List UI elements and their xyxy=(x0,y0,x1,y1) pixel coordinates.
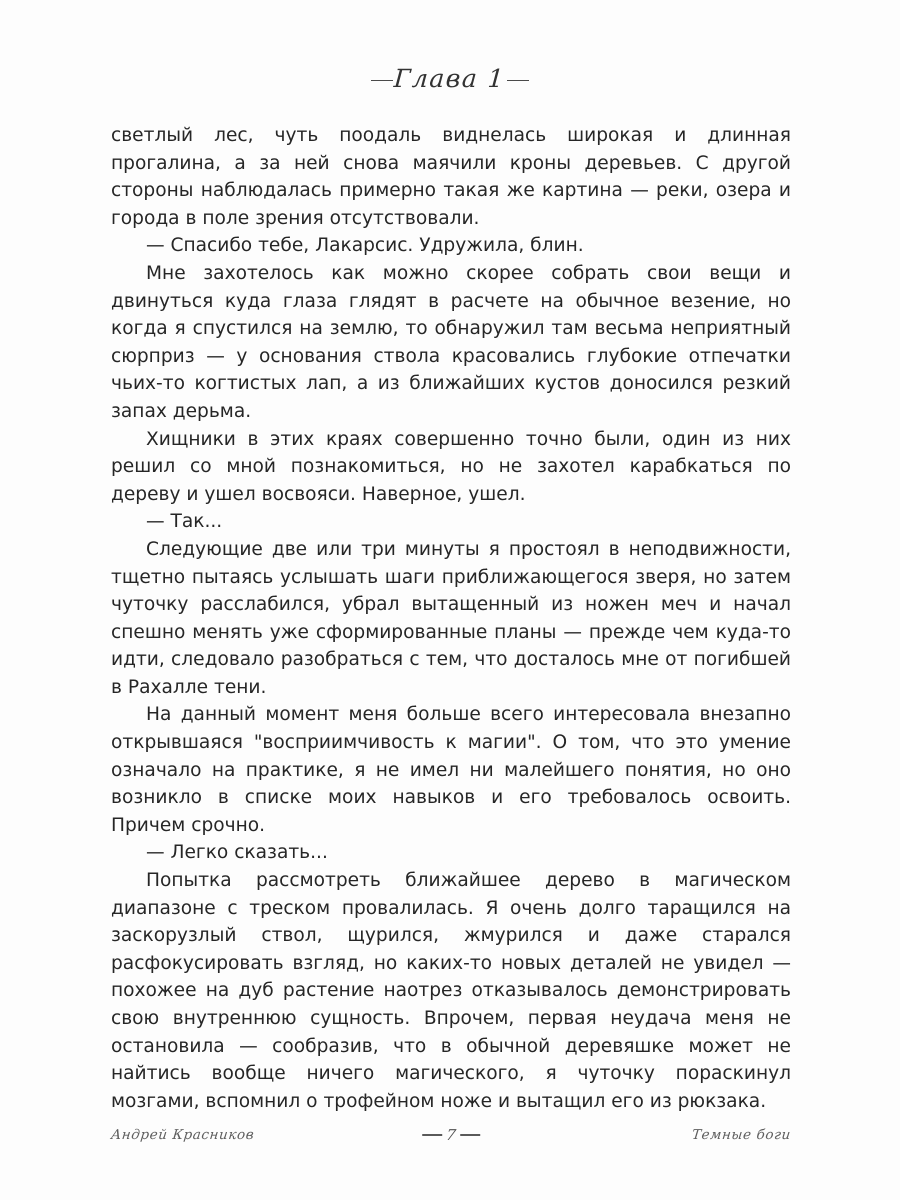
paragraph: Попытка рассмотреть ближайшее дерево в магическом диапазоне с треском провалилась. Я очень долго таращился на заскорузлый ствол, щурился, жмурился и даже старался расфокусировать взгляд, но каких-то новых деталей не увидел — похожее на дуб растение наотрез отказывалось демонстрировать свою внутреннюю сущность. Впрочем, первая неудача меня не остановила — сообразив, что в обычной деревяшке может не найтись вообще ничего магического, я чуточку пораскинул мозгами, вспомнил о трофейном ноже и вытащил его из рюкзака. xyxy=(111,870,791,1112)
folio-rule-left-icon xyxy=(422,1134,442,1135)
chapter-title-text: Глава 1 xyxy=(393,64,507,93)
page-number-folio xyxy=(422,1126,480,1144)
paragraph-dialogue: — Спасибо тебе, Лакарсис. Удружила, блин. xyxy=(146,235,584,257)
header-rule-right-icon xyxy=(507,80,529,81)
page-footer xyxy=(111,1122,791,1148)
footer-book-title: Темные боги xyxy=(691,1127,792,1143)
header-rule-left-icon xyxy=(371,80,393,81)
page-number-value: 7 xyxy=(444,1126,458,1144)
chapter-header xyxy=(0,66,900,91)
paragraph-dialogue: — Так... xyxy=(146,511,223,533)
paragraph: Следующие две или три минуты я простоял в неподвижности, тщетно пытаясь услышать шаги приближающегося зверя, но затем чуточку расслабился, убрал вытащенный из ножен меч и начал спешно менять уже сформированные планы — прежде чем куда-то идти, следовало разобраться с тем, что досталось мне от погибшей в Рахалле тени. xyxy=(111,538,791,698)
body-text-block xyxy=(111,122,791,1115)
paragraph: светлый лес, чуть поодаль виднелась широкая и длинная прогалина, а за ней снова маячили кроны деревьев. С другой стороны наблюдалась примерно такая же картина — реки, озера и города в поле зрения отсутствовали. xyxy=(111,125,791,229)
paragraph-dialogue: — Легко сказать... xyxy=(146,842,328,864)
chapter-heading xyxy=(370,66,529,91)
folio-rule-right-icon xyxy=(460,1134,480,1135)
paragraph: Мне захотелось как можно скорее собрать свои вещи и двинуться куда глаза глядят в расчете на обычное везение, но когда я спустился на землю, то обнаружил там весьма неприятный сюрприз — у основания ствола красовались глубокие отпечатки чьих-то когтистых лап, а из ближайших кустов доносился резкий запах дерьма. xyxy=(111,262,791,422)
footer-author: Андрей Красников xyxy=(110,1127,256,1143)
paragraph: На данный момент меня больше всего интересовала внезапно открывшаяся "восприимчивость к магии". О том, что это умение означало на практике, я не имел ни малейшего понятия, но оно возникло в списке моих навыков и его требовалось освоить. Причем срочно. xyxy=(111,704,791,836)
paragraph: Хищники в этих краях совершенно точно были, один из них решил со мной познакомиться, но не захотел карабкаться по дереву и ушел восвояси. Наверное, ушел. xyxy=(111,428,791,505)
